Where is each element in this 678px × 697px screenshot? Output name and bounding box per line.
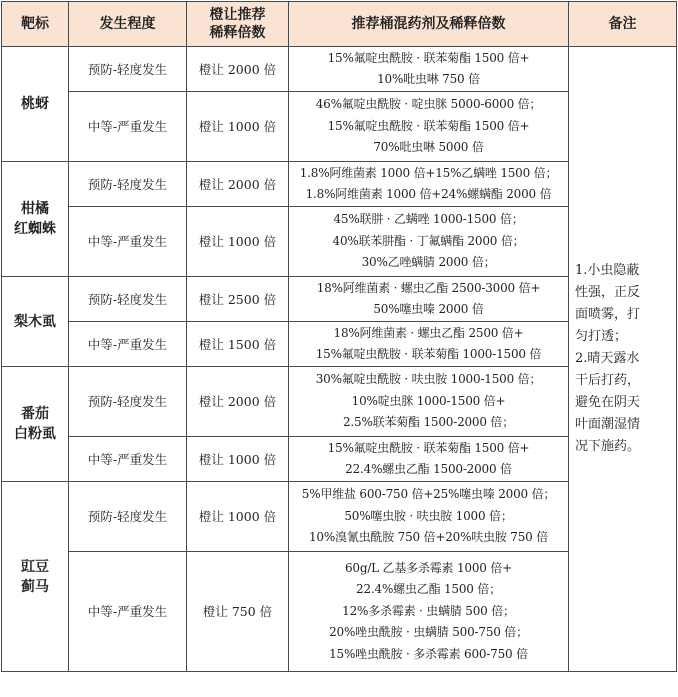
- formula-line: 22.4%螺虫乙酯 1500 倍；: [356, 582, 501, 597]
- dilution-cell: 橙让 750 倍: [187, 552, 289, 672]
- formula-cell: [289, 367, 569, 437]
- target-cell: [2, 162, 69, 277]
- formula-line: 30%氟啶虫酰胺 · 呋虫胺 1000-1500 倍；: [315, 372, 542, 387]
- header-dilution-line: 橙让推荐: [209, 7, 266, 23]
- target-cell: [2, 277, 69, 367]
- formula-line: 10%啶虫脒 1000-1500 倍+: [351, 393, 506, 408]
- target-name: 红蜘蛛: [14, 221, 56, 237]
- target-cell: [2, 482, 69, 672]
- severity-cell: 中等-严重发生: [69, 92, 187, 162]
- dilution-cell: 橙让 2000 倍: [187, 367, 289, 437]
- formula-line: 15%唑虫酰胺 · 多杀霉素 600-750 倍: [329, 646, 528, 661]
- header-severity: 发生程度: [69, 2, 187, 47]
- header-dilution: [187, 2, 289, 47]
- formula-line: 2.5%联苯菊酯 1500-2000 倍；: [342, 415, 515, 430]
- formula-line: 40%联苯肼酯 · 丁氟螨酯 2000 倍；: [332, 233, 525, 248]
- formula-line: 18%阿维菌素 · 螺虫乙酯 2500-3000 倍+: [316, 280, 541, 295]
- note-line: 匀打透；: [575, 329, 628, 344]
- formula-line: 10%溴氰虫酰胺 750 倍+20%呋虫胺 750 倍: [308, 530, 549, 545]
- formula-line: 18%阿维菌素 · 螺虫乙酯 2500 倍+: [333, 325, 524, 340]
- formula-cell: [289, 552, 569, 672]
- header-row: [2, 2, 677, 47]
- note-line: 1.小虫隐蔽: [575, 263, 640, 278]
- formula-cell: [289, 207, 569, 277]
- target-cell: [2, 367, 69, 482]
- table-row: [2, 47, 677, 92]
- dilution-cell: 橙让 1000 倍: [187, 207, 289, 277]
- note-line: 况下施药。: [575, 439, 641, 454]
- severity-cell: 中等-严重发生: [69, 437, 187, 482]
- formula-line: 20%唑虫酰胺 · 虫螨腈 500-750 倍；: [329, 625, 528, 640]
- severity-cell: 预防-轻度发生: [69, 367, 187, 437]
- pesticide-table: [1, 1, 677, 672]
- formula-cell: [289, 277, 569, 322]
- dilution-cell: 橙让 1000 倍: [187, 437, 289, 482]
- target-name: 蓟马: [21, 578, 49, 595]
- formula-line: 15%氟啶虫酰胺 · 联苯菊酯 1500 倍+: [327, 50, 530, 65]
- severity-cell: 预防-轻度发生: [69, 482, 187, 552]
- formula-cell: [289, 437, 569, 482]
- severity-cell: 中等-严重发生: [69, 552, 187, 672]
- formula-line: 1.8%阿维菌素 1000 倍+24%螺螨酯 2000 倍: [305, 187, 552, 201]
- formula-cell: [289, 482, 569, 552]
- header-target: 靶标: [2, 2, 69, 47]
- formula-line: 70%吡虫啉 5000 倍: [373, 140, 484, 155]
- severity-cell: 预防-轻度发生: [69, 162, 187, 207]
- dilution-cell: 橙让 2000 倍: [187, 47, 289, 92]
- formula-cell: [289, 47, 569, 92]
- formula-cell: [289, 322, 569, 367]
- dilution-cell: 橙让 2000 倍: [187, 162, 289, 207]
- note-line: 叶面潮湿情: [575, 417, 641, 432]
- target-cell: [2, 47, 69, 162]
- formula-line: 22.4%螺虫乙酯 1500-2000 倍: [345, 462, 512, 476]
- dilution-cell: 橙让 1000 倍: [187, 482, 289, 552]
- formula-line: 46%氟啶虫酰胺 · 啶虫脒 5000-6000 倍；: [315, 97, 542, 112]
- dilution-cell: 橙让 1500 倍: [187, 322, 289, 367]
- formula-line: 45%联肼 · 乙螨唑 1000-1500 倍；: [333, 212, 524, 227]
- severity-cell: 中等-严重发生: [69, 322, 187, 367]
- target-name: 桃蚜: [21, 96, 49, 112]
- formula-line: 15%氟啶虫酰胺 · 联苯菊酯 1000-1500 倍: [315, 347, 542, 361]
- formula-line: 60g/L 乙基多杀霉素 1000 倍+: [344, 560, 512, 575]
- target-name: 梨木虱: [14, 313, 56, 330]
- formula-line: 50%噻虫嗪 2000 倍: [373, 302, 484, 316]
- severity-cell: 预防-轻度发生: [69, 277, 187, 322]
- note-cell: [569, 47, 677, 672]
- note-line: 面喷雾，打: [575, 307, 641, 322]
- severity-cell: 中等-严重发生: [69, 207, 187, 277]
- target-name: 白粉虱: [14, 426, 56, 442]
- note-line: 避免在阴天: [575, 395, 641, 410]
- dilution-cell: 橙让 1000 倍: [187, 92, 289, 162]
- formula-line: 1.8%阿维菌素 1000 倍+15%乙螨唑 1500 倍；: [299, 165, 558, 180]
- note-line: 2.晴天露水: [575, 351, 640, 366]
- formula-line: 5%甲维盐 600-750 倍+25%噻虫嗪 2000 倍；: [301, 487, 556, 502]
- formula-line: 15%氟啶虫酰胺 · 联苯菊酯 1500 倍+: [327, 118, 530, 133]
- formula-cell: [289, 162, 569, 207]
- note-line: 干后打药，: [575, 373, 641, 388]
- formula-line: 12%多杀霉素 · 虫螨腈 500 倍；: [342, 603, 515, 618]
- note-line: 性强，正反: [575, 285, 641, 300]
- table-body: [2, 47, 677, 672]
- header-dilution-line: 稀释倍数: [209, 25, 266, 41]
- target-name: 番茄: [21, 406, 49, 422]
- target-name: 豇豆: [21, 558, 49, 575]
- formula-line: 50%噻虫胺 · 呋虫胺 1000 倍；: [344, 508, 513, 523]
- header-formula: 推荐桶混药剂及稀释倍数: [289, 2, 569, 47]
- header-note: 备注: [569, 2, 677, 47]
- formula-line: 15%氟啶虫酰胺 · 联苯菊酯 1500 倍+: [327, 440, 530, 455]
- target-name: 柑橘: [21, 201, 49, 217]
- severity-cell: 预防-轻度发生: [69, 47, 187, 92]
- dilution-cell: 橙让 2500 倍: [187, 277, 289, 322]
- formula-cell: [289, 92, 569, 162]
- formula-line: 10%吡虫啉 750 倍: [377, 72, 480, 86]
- formula-line: 30%乙唑螨腈 2000 倍；: [361, 255, 496, 270]
